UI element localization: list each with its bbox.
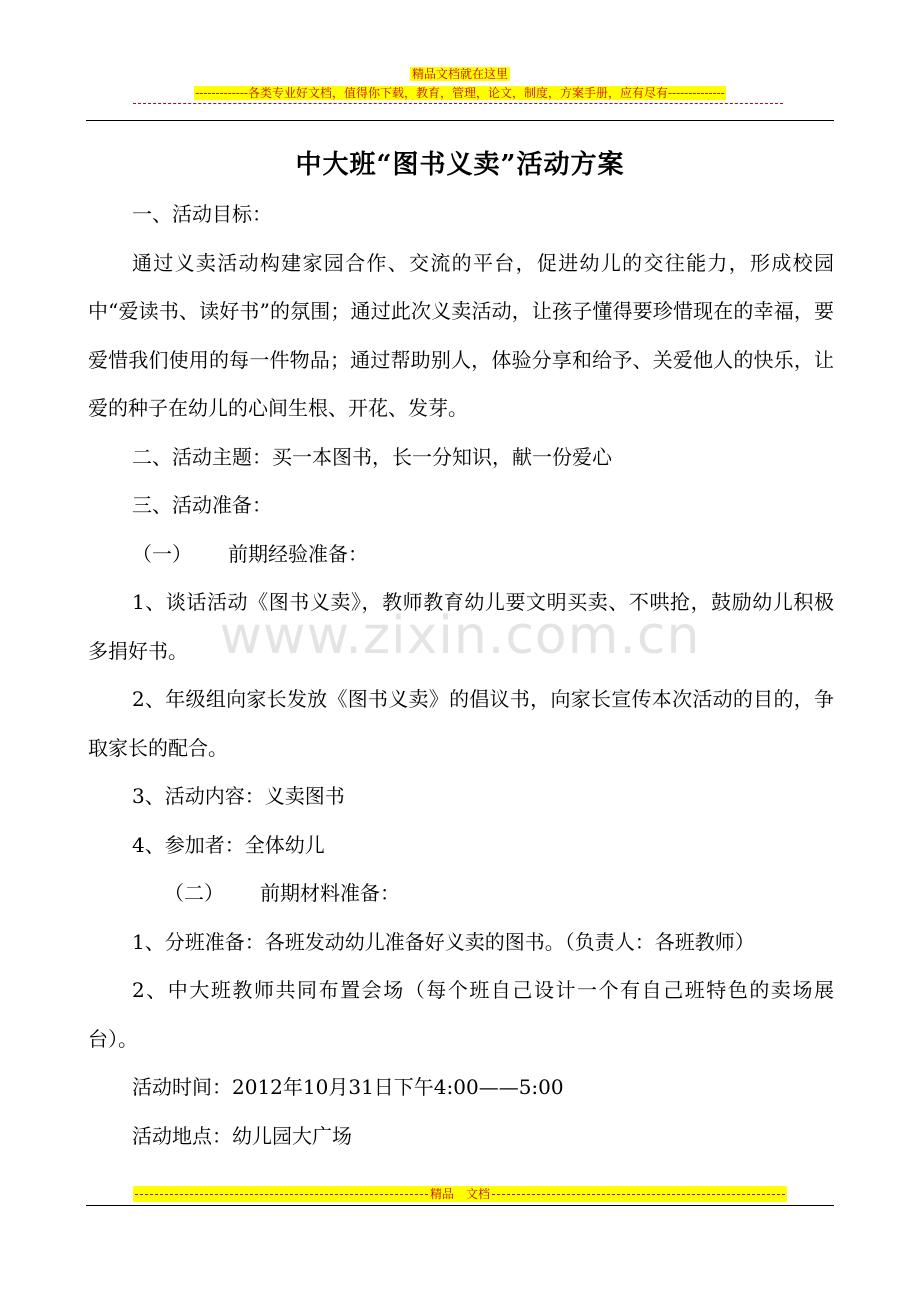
watermark: www.zixin.com.cn (219, 606, 701, 666)
footer-rule (86, 1205, 834, 1206)
prep-item-3: 3、活动内容：义卖图书 (132, 784, 345, 808)
footer-label: 精品 文档 (430, 1187, 491, 1201)
subsection-1-number: （一） (132, 541, 192, 566)
footer-dash-right (492, 1194, 785, 1195)
header-dashed-divider (133, 103, 783, 104)
goal-paragraph: 通过义卖活动构建家园合作、交流的平台，促进幼儿的交往能力，形成校园中“爱读书、读好书”的氛围；通过此次义卖活动，让孩子懂得要珍惜现在的幸福，要爱惜我们使用的每一件物品；通过帮助别人，体验分享和给予、关爱他人的快乐，让爱的种子在幼儿的心间生根、开花、发芽。 (88, 250, 834, 420)
activity-time: 活动时间：2012年10月31日下午4:00——5:00 (132, 1075, 564, 1099)
header-line2: -------------各类专业好文档，值得你下载，教育，管理，论文，制度，方案手册，应有尽有-------------- (195, 86, 725, 100)
activity-place: 活动地点：幼儿园大广场 (132, 1123, 352, 1148)
theme-line: 二、活动主题：买一本图书，长一分知识，献一份爱心 (132, 444, 612, 469)
document-title: 中大班“图书义卖”活动方案 (295, 150, 625, 180)
goal-heading: 一、活动目标： (132, 202, 272, 226)
subsection-1 (88, 530, 834, 579)
prep-item-2: 2、年级组向家长发放《图书义卖》的倡议书，向家长宣传本次活动的目的，争取家长的配合。 (88, 687, 834, 760)
subsection-1-label: 前期经验准备： (228, 541, 368, 566)
prep-heading: 三、活动准备： (132, 493, 272, 517)
header-line1: 精品文档就在这里 (411, 67, 508, 81)
footer-banner (133, 1186, 787, 1202)
document-body (88, 190, 834, 1160)
material-item-1: 1、分班准备：各班发动幼儿准备好义卖的图书。（负责人：各班教师） (132, 929, 755, 954)
header-banner (0, 66, 920, 82)
subsection-2-number: （二） (164, 881, 224, 905)
footer-dash-left (135, 1194, 428, 1195)
material-item-2: 2、中大班教师共同布置会场（每个班自己设计一个有自己班特色的卖场展台）。 (88, 978, 834, 1051)
subsection-2 (88, 869, 834, 918)
header-tagline (0, 85, 920, 101)
header-rule (86, 120, 834, 121)
prep-item-1: 1、谈话活动《图书义卖》，教师教育幼儿要文明买卖、不哄抢，鼓励幼儿积极多捐好书。 (88, 590, 834, 663)
subsection-2-label: 前期材料准备： (260, 881, 400, 905)
prep-item-4: 4、参加者：全体幼儿 (132, 832, 325, 857)
